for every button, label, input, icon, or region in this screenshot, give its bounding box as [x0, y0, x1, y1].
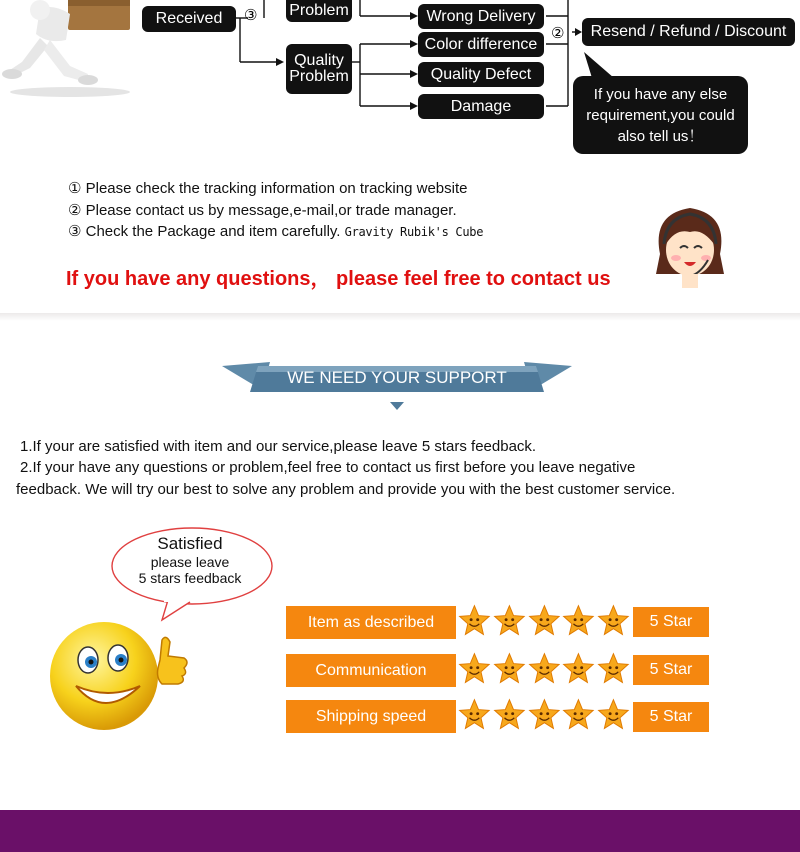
support-title: WE NEED YOUR SUPPORT	[287, 368, 507, 387]
smiley-thumbs-up-icon	[48, 620, 192, 732]
customer-service-avatar-icon	[652, 204, 728, 290]
step-line-3	[68, 221, 483, 244]
brand-name: Gravity Rubik's Cube	[344, 225, 484, 239]
star-icon	[528, 698, 561, 731]
star-icon	[562, 652, 595, 685]
support-line-1: 1.If your are satisfied with item and our service,please leave 5 stars feedback.	[20, 438, 537, 455]
star-icon	[458, 604, 491, 637]
rating-badge: 5 Star	[633, 655, 709, 685]
satisfied-line-2: 5 stars feedback	[138, 570, 242, 586]
contact-message: If you have any questions， please feel free to contact us	[66, 268, 611, 290]
footer-band	[0, 810, 800, 852]
support-line-2: 2.If your have any questions or problem,feel free to contact us first before you leave negative	[20, 459, 636, 476]
rating-label-item-as-described: Item as described	[286, 606, 456, 639]
color-difference-box: Color difference	[418, 32, 544, 57]
star-icon	[528, 652, 561, 685]
wrong-delivery-box: Wrong Delivery	[418, 4, 544, 29]
problem-box: Problem	[286, 0, 352, 22]
rating-label-shipping-speed: Shipping speed	[286, 700, 456, 733]
satisfied-title: Satisfied	[157, 534, 223, 553]
star-icon	[493, 604, 526, 637]
step-line-1: ① Please check the tracking information on tracking website	[68, 180, 468, 197]
damage-box: Damage	[418, 94, 544, 119]
star-icon	[597, 604, 630, 637]
step-2-marker: ②	[551, 25, 565, 42]
requirement-bubble	[573, 76, 748, 154]
bubble-line-3: also tell us！	[617, 127, 704, 145]
star-icon	[597, 698, 630, 731]
star-icon	[528, 604, 561, 637]
step-line-2: ② Please contact us by message,e-mail,or trade manager.	[68, 201, 457, 219]
rating-stars	[458, 604, 630, 638]
received-box: Received	[142, 6, 236, 32]
satisfied-line-1: please leave	[150, 554, 230, 570]
section-divider	[0, 313, 800, 321]
quality-problem-box	[286, 44, 352, 94]
rating-badge: 5 Star	[633, 702, 709, 732]
step-line-3-text: ③ Check the Package and item carefully.	[68, 223, 341, 240]
rating-badge: 5 Star	[633, 607, 709, 637]
quality-problem-line2: Problem	[289, 68, 349, 85]
star-icon	[562, 698, 595, 731]
quality-problem-line1: Quality	[294, 52, 344, 69]
bubble-line-2: requirement,you could	[586, 106, 735, 124]
instruction-steps	[68, 178, 483, 244]
star-icon	[562, 604, 595, 637]
star-icon	[458, 652, 491, 685]
resolution-box: Resend / Refund / Discount	[582, 18, 795, 46]
rating-label-communication: Communication	[286, 654, 456, 687]
rating-stars	[458, 698, 630, 732]
star-icon	[493, 698, 526, 731]
quality-defect-box: Quality Defect	[418, 62, 544, 87]
support-line-3: feedback. We will try our best to solve any problem and provide you with the best customer service.	[16, 481, 676, 498]
star-icon	[493, 652, 526, 685]
step-3-marker: ③	[244, 7, 258, 24]
star-icon	[597, 652, 630, 685]
star-icon	[458, 698, 491, 731]
bubble-line-1: If you have any else	[593, 85, 728, 103]
rating-stars	[458, 652, 630, 686]
